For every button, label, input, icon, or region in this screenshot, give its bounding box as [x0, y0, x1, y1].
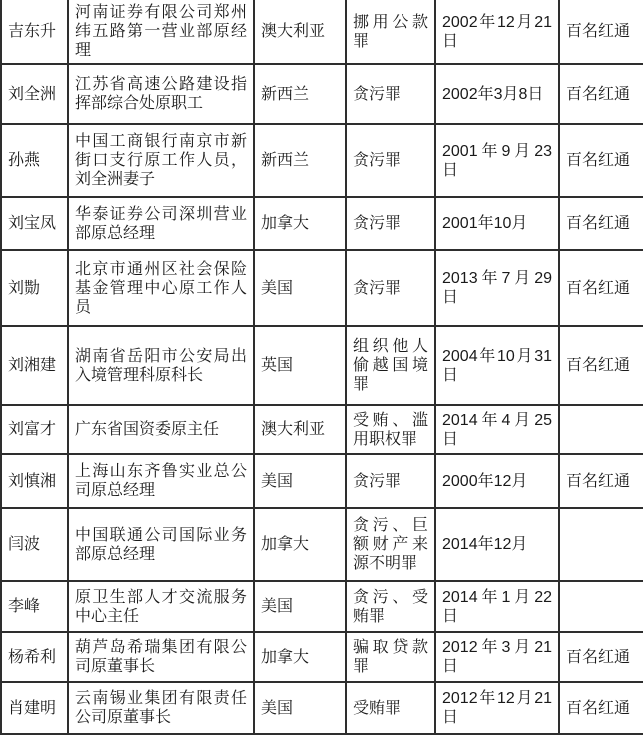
country-cell: 澳大利亚 [254, 0, 346, 64]
date-cell: 2000年12月 [435, 454, 559, 508]
country-cell: 澳大利亚 [254, 405, 346, 454]
crime-cell: 贪污罪 [346, 250, 435, 326]
crime-cell: 骗取贷款罪 [346, 632, 435, 682]
date-cell: 2012年3月21日 [435, 632, 559, 682]
crime-cell: 贪污罪 [346, 124, 435, 197]
table-row [1, 454, 643, 508]
date-cell: 2001年9月23日 [435, 124, 559, 197]
date-cell: 2014年12月 [435, 508, 559, 581]
country-cell: 美国 [254, 682, 346, 734]
fugitives-table-body [1, 0, 643, 734]
table-row [1, 326, 643, 405]
name-cell: 刘湘建 [1, 326, 68, 405]
status-cell: 百名红通 [559, 0, 643, 64]
position-cell: 北京市通州区社会保险基金管理中心原工作人员 [68, 250, 254, 326]
country-cell: 美国 [254, 250, 346, 326]
position-cell: 中国联通公司国际业务部原总经理 [68, 508, 254, 581]
crime-cell: 贪污罪 [346, 64, 435, 124]
position-cell: 广东省国资委原主任 [68, 405, 254, 454]
name-cell: 刘宝凤 [1, 197, 68, 250]
position-cell: 中国工商银行南京市新街口支行原工作人员，刘全洲妻子 [68, 124, 254, 197]
country-cell: 新西兰 [254, 124, 346, 197]
table-row [1, 197, 643, 250]
crime-cell: 组织他人偷越国境罪 [346, 326, 435, 405]
table-row [1, 124, 643, 197]
status-cell: 百名红通 [559, 632, 643, 682]
status-cell [559, 405, 643, 454]
country-cell: 加拿大 [254, 197, 346, 250]
status-cell: 百名红通 [559, 454, 643, 508]
name-cell: 刘慎湘 [1, 454, 68, 508]
status-cell [559, 581, 643, 632]
name-cell: 李峰 [1, 581, 68, 632]
date-cell: 2014年1月22日 [435, 581, 559, 632]
position-cell: 上海山东齐鲁实业总公司原总经理 [68, 454, 254, 508]
name-cell: 刘勚 [1, 250, 68, 326]
country-cell: 新西兰 [254, 64, 346, 124]
table-row [1, 682, 643, 734]
crime-cell: 贪污、巨额财产来源不明罪 [346, 508, 435, 581]
position-cell: 江苏省高速公路建设指挥部综合处原职工 [68, 64, 254, 124]
status-cell: 百名红通 [559, 124, 643, 197]
crime-cell: 受贿罪 [346, 682, 435, 734]
date-cell: 2002年3月8日 [435, 64, 559, 124]
position-cell: 湖南省岳阳市公安局出入境管理科原科长 [68, 326, 254, 405]
country-cell: 美国 [254, 581, 346, 632]
crime-cell: 挪用公款罪 [346, 0, 435, 64]
table-row [1, 64, 643, 124]
position-cell: 原卫生部人才交流服务中心主任 [68, 581, 254, 632]
table-row [1, 632, 643, 682]
position-cell: 葫芦岛希瑞集团有限公司原董事长 [68, 632, 254, 682]
table-row [1, 250, 643, 326]
date-cell: 2012年12月21日 [435, 682, 559, 734]
position-cell: 华泰证券公司深圳营业部原总经理 [68, 197, 254, 250]
position-cell: 云南锡业集团有限责任公司原董事长 [68, 682, 254, 734]
crime-cell: 贪污罪 [346, 197, 435, 250]
table-row [1, 581, 643, 632]
name-cell: 刘全洲 [1, 64, 68, 124]
country-cell: 加拿大 [254, 508, 346, 581]
status-cell: 百名红通 [559, 250, 643, 326]
date-cell: 2014年4月25日 [435, 405, 559, 454]
date-cell: 2001年10月 [435, 197, 559, 250]
status-cell: 百名红通 [559, 197, 643, 250]
crime-cell: 贪污罪 [346, 454, 435, 508]
name-cell: 孙燕 [1, 124, 68, 197]
name-cell: 吉东升 [1, 0, 68, 64]
name-cell: 杨希利 [1, 632, 68, 682]
country-cell: 加拿大 [254, 632, 346, 682]
status-cell: 百名红通 [559, 682, 643, 734]
country-cell: 美国 [254, 454, 346, 508]
name-cell: 闫波 [1, 508, 68, 581]
status-cell: 百名红通 [559, 64, 643, 124]
crime-cell: 贪污、受贿罪 [346, 581, 435, 632]
status-cell [559, 508, 643, 581]
date-cell: 2004年10月31日 [435, 326, 559, 405]
table-row [1, 508, 643, 581]
date-cell: 2002年12月21日 [435, 0, 559, 64]
country-cell: 英国 [254, 326, 346, 405]
position-cell: 河南证券有限公司郑州纬五路第一营业部原经理 [68, 0, 254, 64]
name-cell: 刘富才 [1, 405, 68, 454]
name-cell: 肖建明 [1, 682, 68, 734]
table-row [1, 405, 643, 454]
status-cell: 百名红通 [559, 326, 643, 405]
crime-cell: 受贿、滥用职权罪 [346, 405, 435, 454]
date-cell: 2013年7月29日 [435, 250, 559, 326]
table-row [1, 0, 643, 64]
